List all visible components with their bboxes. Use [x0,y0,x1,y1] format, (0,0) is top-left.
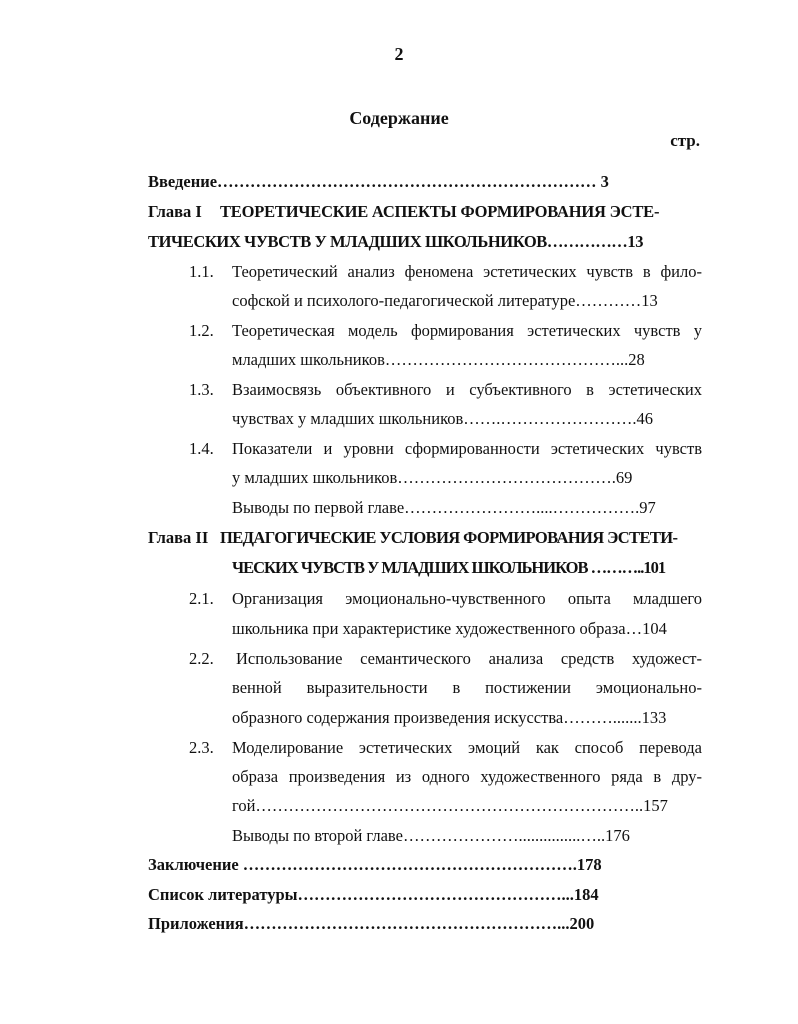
section-1-3-title-cont: чувствах у младших школьников…….…………………….46 [232,409,654,428]
section-2-3-title-cont-2: гой……………………………………………………………..157 [232,796,668,815]
section-2-1-title-cont: школьника при характеристике художественного образа…104 [232,619,667,638]
chapter-1-label: Глава I [148,202,202,221]
section-number: 1.2. [189,321,214,340]
section-1-1-title: Теоретический анализ феномена эстетических чувств в фило- [232,262,702,281]
section-2-2-title: Использование семантического анализа средств художест- [236,649,702,668]
section-1-4-title-cont: у младших школьников………………………………….69 [232,468,633,487]
toc-entry-introduction: Введение…………………………………………………………… 3 [148,172,609,191]
page-column-label: стр. [670,131,700,150]
chapter-2-title-cont: ЧЕСКИХ ЧУВСТВ У МЛАДШИХ ШКОЛЬНИКОВ ………..101 [232,558,666,577]
section-1-2-title-cont: младших школьников……………………………………...28 [232,350,645,369]
toc-entry-appendices: Приложения…………………………………………………...200 [148,914,595,933]
section-1-4-title: Показатели и уровни сформированности эстетических чувств [232,439,702,458]
section-2-3-title: Моделирование эстетических эмоций как способ перевода [232,738,702,757]
section-1-3-title: Взаимосвязь объективного и субъективного в эстетических [232,380,702,399]
chapter-1-conclusions: Выводы по первой главе……………………....…………….97 [232,498,656,517]
section-number: 2.1. [189,589,214,608]
section-number: 1.1. [189,262,214,281]
page-number: 2 [394,44,404,64]
section-2-2-title-cont-2: образного содержания произведения искусства……….......133 [232,708,667,727]
toc-entry-bibliography: Список литературы…………………………………………...184 [148,885,599,904]
chapter-2-label: Глава II [148,528,209,547]
section-1-1-title-cont: софской и психолого-педагогической литературе…………13 [232,291,658,310]
chapter-1-title: ТЕОРЕТИЧЕСКИЕ АСПЕКТЫ ФОРМИРОВАНИЯ ЭСТЕ- [220,202,660,221]
section-2-3-title-cont: образа произведения из одного художественного ряда в дру- [232,767,702,786]
chapter-2-conclusions: Выводы по второй главе…………………...............…..176 [232,826,630,845]
chapter-2-title: ПЕДАГОГИЧЕСКИЕ УСЛОВИЯ ФОРМИРОВАНИЯ ЭСТЕТИ- [220,528,678,547]
chapter-1-title-cont: ТИЧЕСКИХ ЧУВСТВ У МЛАДШИХ ШКОЛЬНИКОВ……………13 [148,232,644,251]
section-number: 2.2. [189,649,214,668]
section-number: 1.3. [189,380,214,399]
section-2-1-title: Организация эмоционально-чувственного опыта младшего [232,589,702,608]
toc-entry-conclusion: Заключение …………………………………………………….178 [148,855,602,874]
section-number: 1.4. [189,439,214,458]
section-2-2-title-cont: венной выразительности в постижении эмоционально- [232,678,702,697]
toc-title: Содержание [349,108,449,128]
section-number: 2.3. [189,738,214,757]
section-1-2-title: Теоретическая модель формирования эстетических чувств у [232,321,702,340]
